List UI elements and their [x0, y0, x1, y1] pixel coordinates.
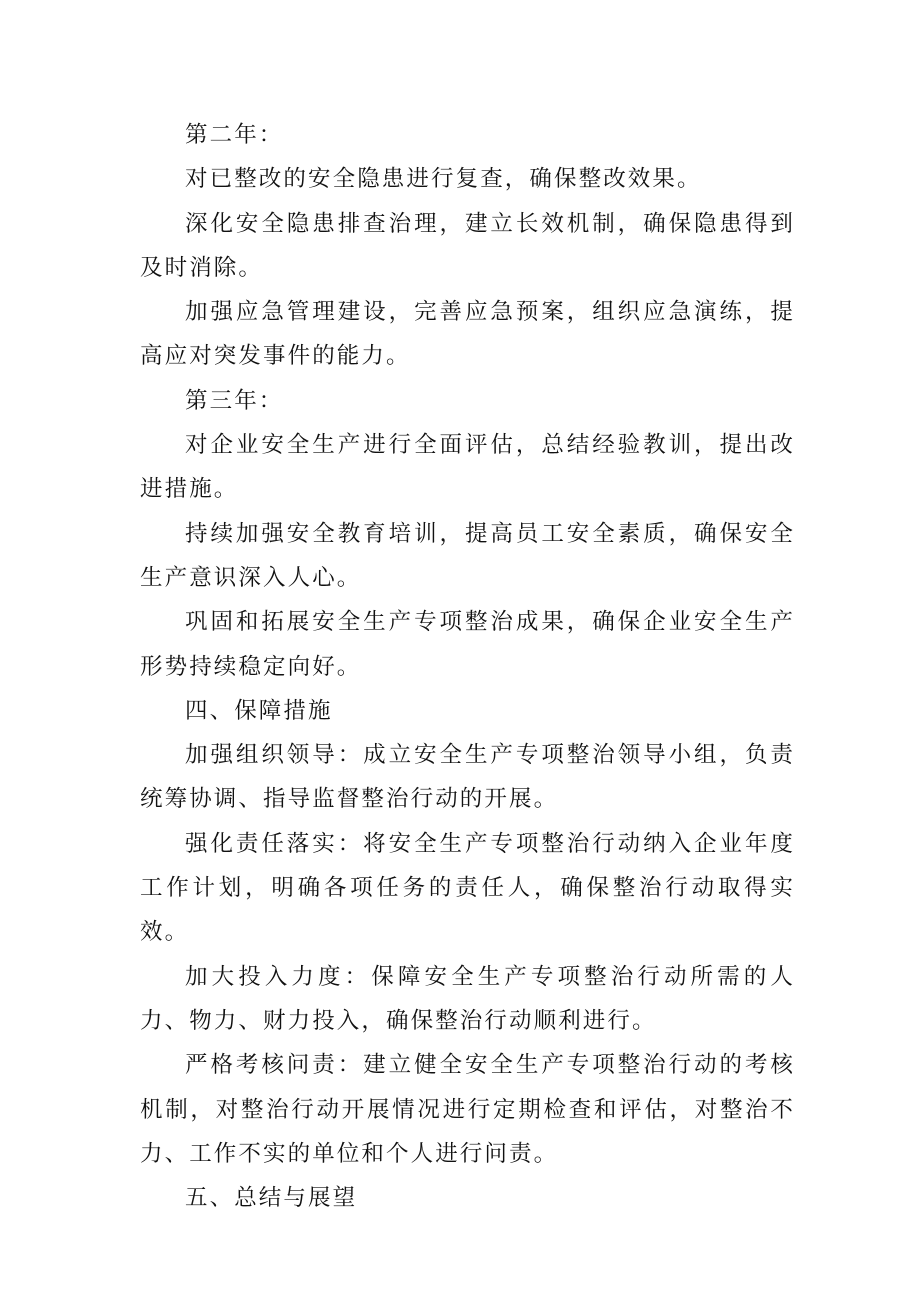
- paragraph: 加大投入力度：保障安全生产专项整治行动所需的人力、物力、财力投入，确保整治行动顺利进行。: [140, 963, 795, 1034]
- paragraph: 持续加强安全教育培训，提高员工安全素质，确保安全生产意识深入人心。: [140, 520, 795, 591]
- paragraph: 加强组织领导：成立安全生产专项整治领导小组，负责统筹协调、指导监督整治行动的开展。: [140, 742, 795, 813]
- paragraph: 对企业安全生产进行全面评估，总结经验教训，提出改进措施。: [140, 432, 795, 503]
- section-heading-safeguards: 四、保障措施: [185, 697, 333, 724]
- paragraph: 严格考核问责：建立健全安全生产专项整治行动的考核机制，对整治行动开展情况进行定期检查和评估，对整治不力、工作不实的单位和个人进行问责。: [140, 1052, 795, 1167]
- document-body: [140, 113, 795, 1220]
- paragraph: 深化安全隐患排查治理，建立长效机制，确保隐患得到及时消除。: [140, 210, 795, 281]
- paragraph: 巩固和拓展安全生产专项整治成果，确保企业安全生产形势持续稳定向好。: [140, 609, 795, 680]
- paragraph: 强化责任落实：将安全生产专项整治行动纳入企业年度工作计划，明确各项任务的责任人，确保整治行动取得实效。: [140, 830, 795, 946]
- heading-year-three: 第三年：: [185, 387, 284, 414]
- section-heading-summary: 五、总结与展望: [185, 1185, 358, 1212]
- paragraph: 加强应急管理建设，完善应急预案，组织应急演练，提高应对突发事件的能力。: [140, 299, 795, 370]
- heading-year-two: 第二年：: [185, 122, 284, 148]
- paragraph: 对已整改的安全隐患进行复查，确保整改效果。: [185, 166, 702, 193]
